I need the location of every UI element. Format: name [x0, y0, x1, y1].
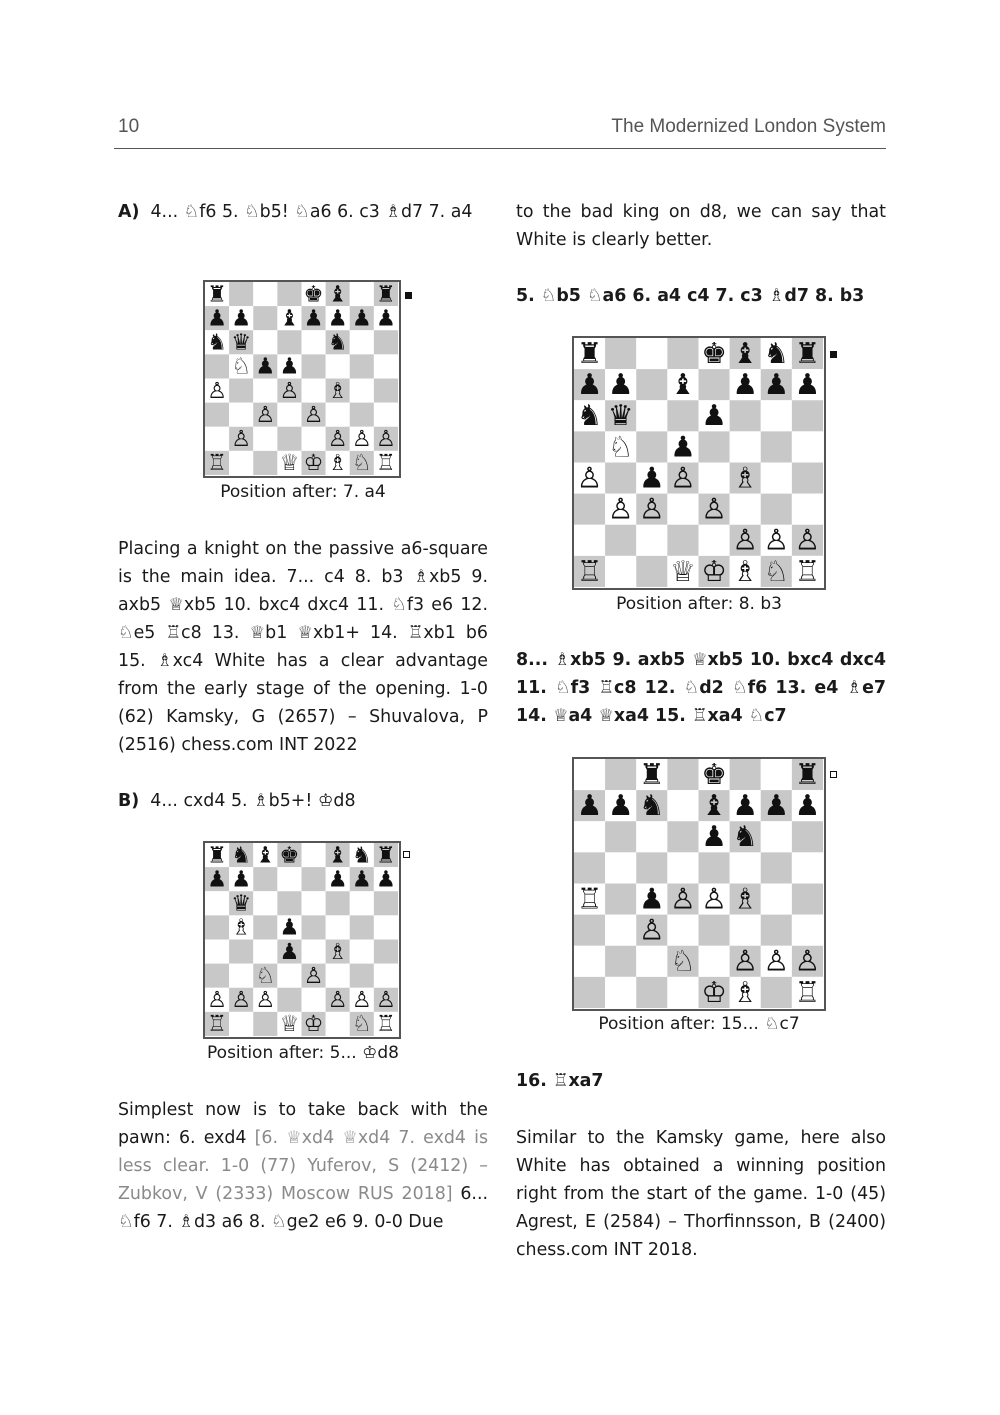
- board-square: [699, 525, 730, 556]
- board3-caption: Position after: 8. b3: [616, 594, 782, 614]
- variation-b-label: B): [118, 791, 140, 811]
- paragraph-simplest-start: Simplest now is to take back with the pawn: 6. exd4: [118, 1100, 488, 1148]
- board-square: [277, 891, 301, 915]
- black-knight-piece: ♞: [231, 843, 252, 869]
- white-king-piece: ♔: [303, 450, 324, 475]
- white-rook-piece: ♖: [375, 1011, 396, 1036]
- board-square: [205, 915, 229, 939]
- board-square: [636, 821, 667, 852]
- board-square: [574, 852, 605, 883]
- board-square: [792, 884, 823, 915]
- black-pawn-piece: ♟: [231, 305, 252, 332]
- board-square: [667, 494, 698, 525]
- black-king-piece: ♚: [279, 843, 300, 869]
- board-square: [667, 790, 698, 821]
- board-square: [374, 915, 398, 939]
- black-rook-piece: ♜: [207, 282, 228, 308]
- board-square: [302, 330, 326, 354]
- chess-board-1: [203, 280, 401, 478]
- white-pawn-piece: ♙: [375, 987, 396, 1014]
- board-square: [253, 306, 277, 330]
- black-bishop-piece: ♝: [732, 338, 759, 370]
- white-bishop-piece: ♗: [732, 881, 759, 916]
- board-square: [574, 946, 605, 977]
- board-square: [277, 330, 301, 354]
- board-square: [792, 431, 823, 462]
- black-pawn-piece: ♟: [794, 367, 821, 402]
- board-square: [761, 400, 792, 431]
- board-square: [350, 403, 374, 427]
- black-pawn-piece: ♟: [607, 367, 634, 402]
- board-square: [229, 403, 253, 427]
- black-bishop-piece: ♝: [279, 305, 300, 332]
- board-square: [667, 915, 698, 946]
- board-square: [326, 1012, 350, 1036]
- page-number: 10: [118, 116, 140, 137]
- board-square: [374, 891, 398, 915]
- black-rook-piece: ♜: [576, 338, 603, 370]
- chess-board-3: [572, 336, 826, 590]
- black-knight-piece: ♞: [576, 398, 603, 433]
- white-pawn-piece: ♙: [375, 426, 396, 453]
- board-square: [730, 431, 761, 462]
- board-square: [605, 915, 636, 946]
- board-square: [761, 821, 792, 852]
- board-square: [253, 891, 277, 915]
- board4-caption: Position after: 15... ♘c7: [598, 1014, 800, 1034]
- board-square: [667, 852, 698, 883]
- black-king-piece: ♚: [303, 282, 324, 308]
- board-square: [667, 821, 698, 852]
- board-square: [350, 891, 374, 915]
- board-square: [730, 400, 761, 431]
- black-pawn-piece: ♟: [576, 788, 603, 823]
- board-square: [253, 379, 277, 403]
- black-pawn-piece: ♟: [670, 429, 696, 464]
- board-square: [374, 330, 398, 354]
- board-square: [792, 494, 823, 525]
- black-bishop-piece: ♝: [701, 788, 727, 823]
- black-pawn-piece: ♟: [375, 305, 396, 332]
- white-rook-piece: ♖: [794, 974, 821, 1008]
- white-pawn-piece: ♙: [763, 943, 790, 978]
- white-rook-piece: ♖: [794, 553, 821, 587]
- white-pawn-piece: ♙: [327, 987, 348, 1014]
- black-pawn-piece: ♟: [732, 788, 759, 823]
- white-rook-piece: ♖: [576, 881, 603, 916]
- black-pawn-piece: ♟: [576, 367, 603, 402]
- board-square: [326, 891, 350, 915]
- white-knight-piece: ♘: [763, 553, 790, 587]
- board-square: [574, 915, 605, 946]
- white-to-move-marker: [405, 292, 412, 299]
- white-pawn-piece: ♙: [638, 912, 665, 947]
- white-pawn-piece: ♙: [670, 460, 696, 495]
- black-pawn-piece: ♟: [763, 367, 790, 402]
- board-square: [229, 940, 253, 964]
- board-square: [374, 940, 398, 964]
- board-square: [574, 759, 605, 790]
- board-square: [326, 354, 350, 378]
- board-square: [636, 556, 667, 587]
- board-square: [761, 759, 792, 790]
- board-square: [761, 915, 792, 946]
- board-square: [605, 946, 636, 977]
- black-king-piece: ♚: [701, 759, 727, 791]
- variation-b-moves: 4... cxd4 5. ♗b5+! ♔d8: [150, 791, 356, 811]
- paragraph-simplest-end: 6... ♘f6 7. ♗d3 a6 8. ♘ge2 e6 9. 0-0 Due: [118, 1184, 488, 1232]
- chess-board-4: [572, 757, 826, 1011]
- board-square: [636, 431, 667, 462]
- board-square: [205, 964, 229, 988]
- board-square: [636, 946, 667, 977]
- black-pawn-piece: ♟: [207, 866, 228, 893]
- board-square: [302, 427, 326, 451]
- white-rook-piece: ♖: [207, 1011, 228, 1036]
- board-square: [667, 525, 698, 556]
- board-square: [302, 843, 326, 867]
- black-pawn-piece: ♟: [763, 788, 790, 823]
- board-square: [792, 463, 823, 494]
- black-queen-piece: ♛: [231, 890, 252, 917]
- board-square: [667, 977, 698, 1008]
- board-square: [730, 494, 761, 525]
- board-square: [636, 369, 667, 400]
- board-square: [605, 821, 636, 852]
- white-pawn-piece: ♙: [607, 491, 634, 526]
- black-pawn-piece: ♟: [794, 788, 821, 823]
- black-bishop-piece: ♝: [255, 843, 276, 869]
- board-square: [636, 977, 667, 1008]
- board-square: [277, 403, 301, 427]
- board-square: [350, 379, 374, 403]
- board-square: [205, 354, 229, 378]
- black-pawn-piece: ♟: [255, 353, 276, 380]
- board-square: [636, 338, 667, 369]
- board-square: [326, 964, 350, 988]
- black-knight-piece: ♞: [732, 819, 759, 854]
- board-square: [761, 852, 792, 883]
- board-square: [761, 884, 792, 915]
- black-rook-piece: ♜: [375, 282, 396, 308]
- board-square: [302, 940, 326, 964]
- black-queen-piece: ♛: [231, 329, 252, 356]
- board-square: [574, 977, 605, 1008]
- header-rule: [114, 148, 886, 149]
- board-square: [277, 867, 301, 891]
- white-bishop-piece: ♗: [732, 974, 759, 1008]
- black-rook-piece: ♜: [794, 759, 821, 791]
- variation-b: [118, 787, 488, 815]
- board-square: [574, 431, 605, 462]
- board-square: [205, 403, 229, 427]
- black-pawn-piece: ♟: [638, 881, 665, 916]
- board-square: [229, 964, 253, 988]
- board-square: [302, 891, 326, 915]
- black-pawn-piece: ♟: [327, 866, 348, 893]
- black-knight-piece: ♞: [638, 788, 665, 823]
- main-line-heading-3: 16. ♖xa7: [516, 1071, 604, 1091]
- board-square: [302, 915, 326, 939]
- black-knight-piece: ♞: [351, 843, 372, 869]
- white-pawn-piece: ♙: [303, 401, 324, 428]
- board-square: [636, 852, 667, 883]
- black-pawn-piece: ♟: [607, 788, 634, 823]
- board-square: [253, 915, 277, 939]
- board-square: [699, 369, 730, 400]
- board-square: [253, 867, 277, 891]
- board-square: [350, 940, 374, 964]
- black-pawn-piece: ♟: [351, 866, 372, 893]
- board-square: [253, 282, 277, 306]
- white-pawn-piece: ♙: [327, 426, 348, 453]
- black-knight-piece: ♞: [207, 329, 228, 356]
- board-square: [605, 759, 636, 790]
- board-square: [302, 988, 326, 1012]
- white-knight-piece: ♘: [670, 943, 696, 978]
- board-square: [699, 946, 730, 977]
- black-pawn-piece: ♟: [638, 460, 665, 495]
- board-square: [605, 977, 636, 1008]
- board-square: [253, 451, 277, 475]
- board-square: [374, 964, 398, 988]
- white-king-piece: ♔: [303, 1011, 324, 1036]
- board-square: [277, 964, 301, 988]
- board-square: [667, 338, 698, 369]
- board-square: [350, 330, 374, 354]
- main-line-heading-1: 5. ♘b5 ♘a6 6. a4 c4 7. c3 ♗d7 8. b3: [516, 286, 865, 306]
- white-bishop-piece: ♗: [732, 460, 759, 495]
- board-square: [374, 403, 398, 427]
- white-rook-piece: ♖: [576, 553, 603, 587]
- board-square: [302, 379, 326, 403]
- black-pawn-piece: ♟: [351, 305, 372, 332]
- white-pawn-piece: ♙: [670, 881, 696, 916]
- black-rook-piece: ♜: [207, 843, 228, 869]
- black-pawn-piece: ♟: [279, 938, 300, 965]
- white-pawn-piece: ♙: [207, 377, 228, 404]
- variation-a-label: A): [118, 202, 140, 222]
- white-pawn-piece: ♙: [279, 377, 300, 404]
- board-square: [605, 525, 636, 556]
- board-square: [699, 463, 730, 494]
- black-queen-piece: ♛: [607, 398, 634, 433]
- board-square: [253, 427, 277, 451]
- white-pawn-piece: ♙: [231, 987, 252, 1014]
- board-square: [730, 759, 761, 790]
- board-square: [699, 915, 730, 946]
- white-pawn-piece: ♙: [732, 943, 759, 978]
- black-pawn-piece: ♟: [701, 398, 727, 433]
- board2-caption: Position after: 5... ♔d8: [207, 1043, 399, 1063]
- white-pawn-piece: ♙: [638, 491, 665, 526]
- black-pawn-piece: ♟: [327, 305, 348, 332]
- white-pawn-piece: ♙: [255, 987, 276, 1014]
- paragraph-similar: Similar to the Kamsky game, here also White has obtained a winning position right from the start of the game. 1-0 (45) Agrest, E (2584) – Thorfinnsson, B (2400) chess.com INT 2018.: [516, 1128, 886, 1260]
- white-queen-piece: ♕: [279, 1011, 300, 1036]
- white-pawn-piece: ♙: [701, 881, 727, 916]
- variation-a: [118, 198, 488, 226]
- board-square: [761, 977, 792, 1008]
- paragraph-continuation: to the bad king on d8, we can say that White is clearly better.: [516, 202, 886, 250]
- board-square: [253, 330, 277, 354]
- black-pawn-piece: ♟: [303, 305, 324, 332]
- board-square: [574, 525, 605, 556]
- white-knight-piece: ♘: [351, 450, 372, 475]
- black-pawn-piece: ♟: [207, 305, 228, 332]
- white-pawn-piece: ♙: [351, 987, 372, 1014]
- white-pawn-piece: ♙: [351, 426, 372, 453]
- board-square: [229, 282, 253, 306]
- board-square: [277, 282, 301, 306]
- white-bishop-piece: ♗: [327, 450, 348, 475]
- main-line-heading-2: 8... ♗xb5 9. axb5 ♕xb5 10. bxc4 dxc4 11. ♘f3 ♖c8 12. ♘d2 ♘f6 13. e4 ♗e7 14. ♕a4 ♕xa4 15. ♖xa4 ♘c7: [516, 650, 886, 726]
- white-to-move-marker: [830, 351, 837, 358]
- white-pawn-piece: ♙: [794, 522, 821, 557]
- board-square: [229, 379, 253, 403]
- board-square: [636, 400, 667, 431]
- board-square: [605, 852, 636, 883]
- white-king-piece: ♔: [701, 553, 727, 587]
- board-square: [574, 821, 605, 852]
- board-square: [326, 403, 350, 427]
- board-square: [350, 964, 374, 988]
- white-bishop-piece: ♗: [327, 377, 348, 404]
- board-square: [326, 915, 350, 939]
- white-bishop-piece: ♗: [327, 938, 348, 965]
- white-knight-piece: ♘: [231, 353, 252, 380]
- board-square: [605, 556, 636, 587]
- board-square: [253, 940, 277, 964]
- black-pawn-piece: ♟: [732, 367, 759, 402]
- black-pawn-piece: ♟: [279, 914, 300, 941]
- white-pawn-piece: ♙: [794, 943, 821, 978]
- black-rook-piece: ♜: [794, 338, 821, 370]
- black-bishop-piece: ♝: [670, 367, 696, 402]
- board-square: [605, 463, 636, 494]
- black-pawn-piece: ♟: [231, 866, 252, 893]
- black-pawn-piece: ♟: [375, 866, 396, 893]
- side-variation-comment: [6. ♕xd4 ♕xd4 7. exd4 is less clear. 1-0 (77) Yuferov, S (2412) – Zubkov, V (2333) Moscow RUS 2018]: [118, 1128, 489, 1204]
- black-bishop-piece: ♝: [327, 282, 348, 308]
- white-pawn-piece: ♙: [255, 401, 276, 428]
- white-pawn-piece: ♙: [701, 491, 727, 526]
- board-square: [761, 431, 792, 462]
- board-square: [229, 1012, 253, 1036]
- board-square: [761, 463, 792, 494]
- black-king-piece: ♚: [701, 338, 727, 370]
- white-knight-piece: ♘: [607, 429, 634, 464]
- board-square: [374, 379, 398, 403]
- black-bishop-piece: ♝: [327, 843, 348, 869]
- board1-caption: Position after: 7. a4: [220, 482, 386, 502]
- white-pawn-piece: ♙: [303, 962, 324, 989]
- board-square: [277, 988, 301, 1012]
- paragraph-placing-knight: Placing a knight on the passive a6-square is the main idea. 7... c4 8. b3 ♗xb5 9. axb5 ♕xb5 10. bxc4 dxc4 11. ♘f3 e6 12. ♘e5 ♖c8 13. ♕b1 ♕xb1+ 14. ♖xb1 b6 15. ♗xc4 White has a clear advantage from the early stage of the opening. 1-0 (62) Kamsky, G (2657) – Shuvalova, P (2516) chess.com INT 2022: [118, 539, 488, 755]
- white-pawn-piece: ♙: [732, 522, 759, 557]
- black-rook-piece: ♜: [638, 759, 665, 791]
- board-square: [350, 915, 374, 939]
- board-square: [699, 852, 730, 883]
- board-square: [302, 354, 326, 378]
- board-square: [605, 884, 636, 915]
- board-square: [730, 915, 761, 946]
- black-knight-piece: ♞: [327, 329, 348, 356]
- white-knight-piece: ♘: [255, 962, 276, 989]
- black-to-move-marker: [830, 771, 837, 778]
- chess-board-2: [203, 841, 401, 1039]
- board-square: [574, 494, 605, 525]
- white-rook-piece: ♖: [375, 450, 396, 475]
- board-square: [792, 400, 823, 431]
- board-square: [253, 1012, 277, 1036]
- board-square: [277, 427, 301, 451]
- black-pawn-piece: ♟: [701, 819, 727, 854]
- board-square: [605, 338, 636, 369]
- board-square: [699, 431, 730, 462]
- board-square: [792, 852, 823, 883]
- white-pawn-piece: ♙: [231, 426, 252, 453]
- white-rook-piece: ♖: [207, 450, 228, 475]
- black-rook-piece: ♜: [375, 843, 396, 869]
- white-bishop-piece: ♗: [732, 553, 759, 587]
- board-square: [792, 821, 823, 852]
- black-to-move-marker: [403, 851, 410, 858]
- black-pawn-piece: ♟: [279, 353, 300, 380]
- book-title: The Modernized London System: [611, 116, 886, 137]
- board-square: [730, 852, 761, 883]
- board-square: [350, 282, 374, 306]
- white-king-piece: ♔: [701, 974, 727, 1008]
- board-square: [667, 400, 698, 431]
- board-square: [229, 451, 253, 475]
- white-pawn-piece: ♙: [207, 987, 228, 1014]
- paragraph-simplest: [118, 1096, 488, 1236]
- board-square: [302, 867, 326, 891]
- board-square: [636, 525, 667, 556]
- board-square: [205, 427, 229, 451]
- board-square: [350, 354, 374, 378]
- white-queen-piece: ♕: [279, 450, 300, 475]
- board-square: [205, 940, 229, 964]
- white-knight-piece: ♘: [351, 1011, 372, 1036]
- white-bishop-piece: ♗: [231, 914, 252, 941]
- white-queen-piece: ♕: [670, 553, 696, 587]
- board-square: [667, 759, 698, 790]
- variation-a-moves: 4... ♘f6 5. ♘b5! ♘a6 6. c3 ♗d7 7. a4: [150, 202, 473, 222]
- white-pawn-piece: ♙: [763, 522, 790, 557]
- board-square: [205, 891, 229, 915]
- board-square: [374, 354, 398, 378]
- board-square: [761, 494, 792, 525]
- board-square: [792, 915, 823, 946]
- white-pawn-piece: ♙: [576, 460, 603, 495]
- black-knight-piece: ♞: [763, 338, 790, 370]
